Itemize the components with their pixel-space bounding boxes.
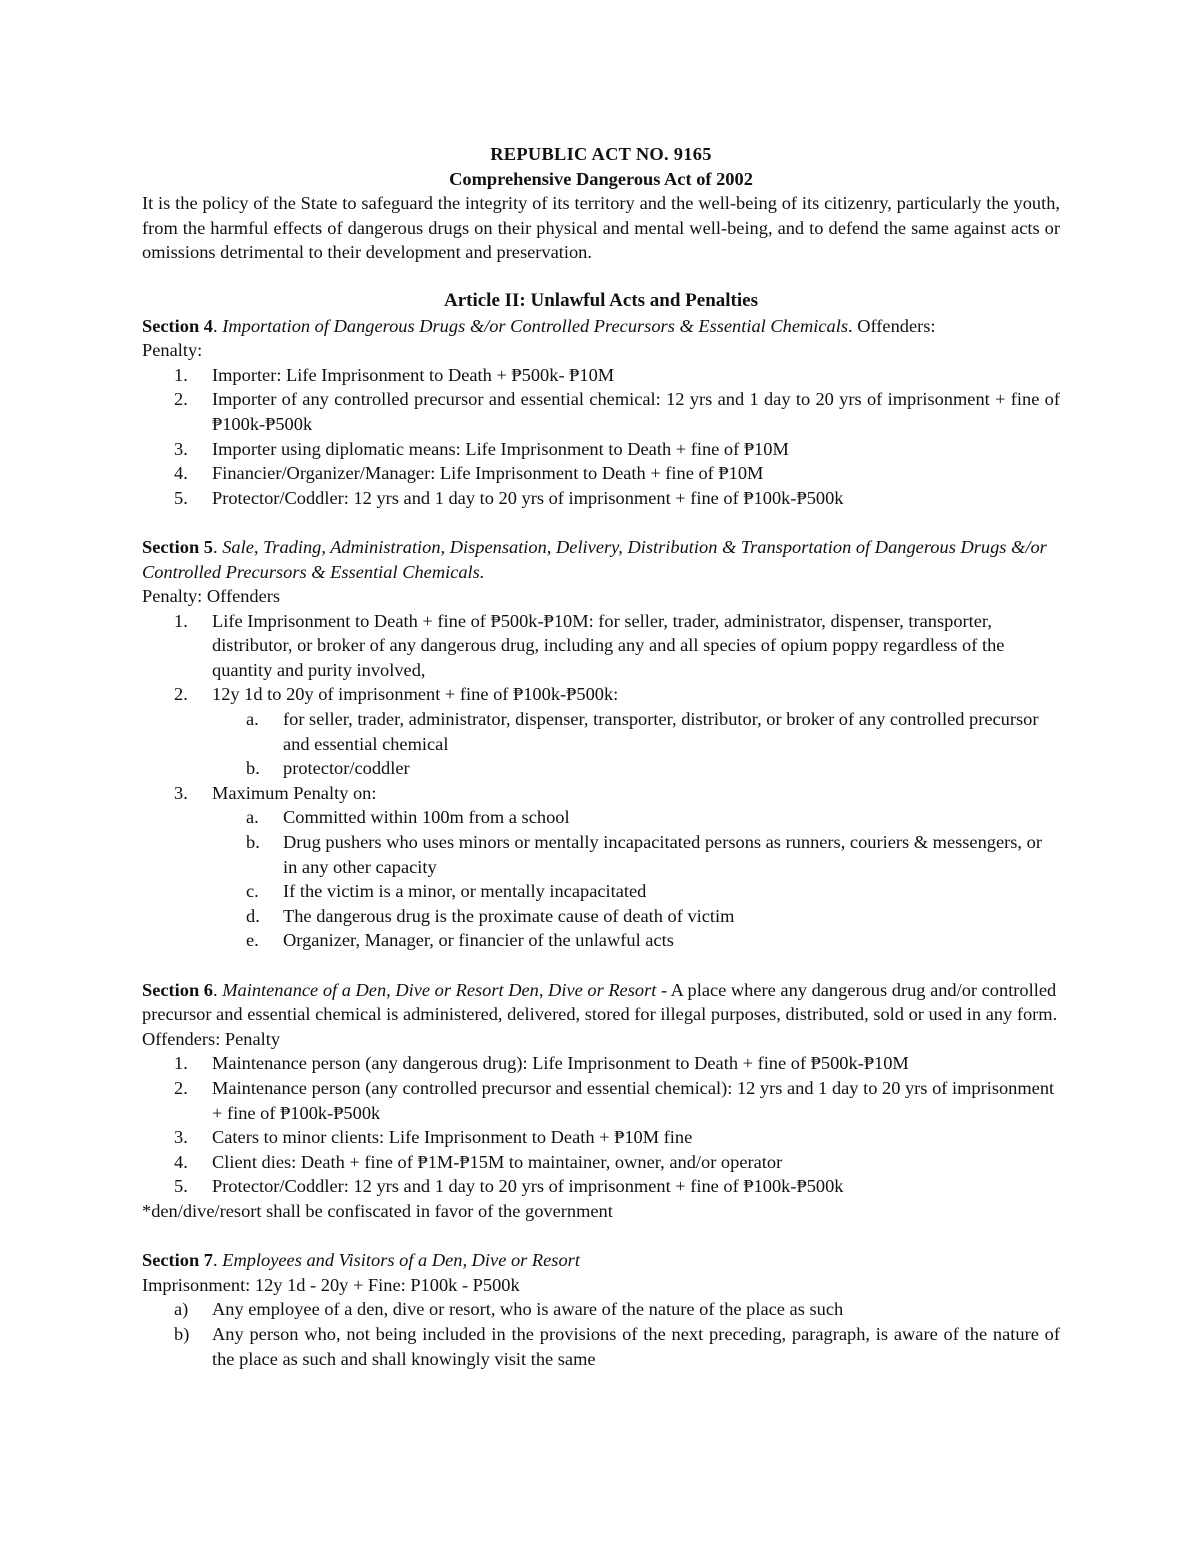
section-4-penalty: Penalty: bbox=[142, 340, 203, 361]
item-letter: e. bbox=[246, 930, 259, 951]
item-text: Importer: Life Imprisonment to Death + ₱500k- ₱10M bbox=[212, 364, 615, 385]
sub-list-item bbox=[142, 805, 1060, 830]
section-5-penalty: Penalty: Offenders bbox=[142, 586, 281, 607]
item-number: 1. bbox=[174, 610, 188, 631]
section-6-list bbox=[142, 1051, 1060, 1199]
section-6-note: *den/dive/resort shall be confiscated in favor of the government bbox=[142, 1200, 613, 1221]
item-text: Maintenance person (any controlled precursor and essential chemical): 12 yrs and 1 day to 20 yrs of imprisonment + fine of ₱100k-₱500k bbox=[212, 1077, 1055, 1123]
section-label: Section 5 bbox=[142, 536, 214, 557]
list-item bbox=[142, 1174, 1060, 1199]
item-letter: b. bbox=[246, 832, 260, 853]
item-number: 1. bbox=[174, 364, 188, 385]
section-description: - A place where any dangerous drug and/or controlled precursor and essential chemical is administered, delivered, stored for illegal purposes, distributed, sold or used in any form. bbox=[142, 979, 1058, 1025]
article-heading: Article II: Unlawful Acts and Penalties bbox=[443, 289, 758, 311]
list-item bbox=[142, 461, 1060, 486]
policy-paragraph: It is the policy of the State to safeguard the integrity of its territory and the well-being of its citizenry, particularly the youth, from the harmful effects of dangerous drugs on their physical and mental well-being, and to defend the same against acts or omissions detrimental to their development and preservation. bbox=[142, 193, 1060, 263]
document-content bbox=[142, 142, 1060, 1371]
list-item bbox=[142, 609, 1060, 683]
item-text: If the victim is a minor, or mentally incapacitated bbox=[283, 881, 647, 902]
list-item bbox=[142, 387, 1060, 436]
item-number: 5. bbox=[174, 1176, 188, 1197]
item-text: Importer using diplomatic means: Life Imprisonment to Death + fine of ₱10M bbox=[212, 438, 789, 459]
item-number: 3. bbox=[174, 438, 188, 459]
item-number: 5. bbox=[174, 487, 188, 508]
section-label: Section 7 bbox=[142, 1250, 214, 1271]
item-text: Organizer, Manager, or financier of the unlawful acts bbox=[283, 930, 674, 951]
item-letter: a) bbox=[174, 1299, 189, 1320]
section-5-list bbox=[142, 609, 1060, 953]
section-6-heading: Section 6. Maintenance of a Den, Dive or Resort Den, Dive or Resort - A place where any dangerous drug and/or controlled precursor and essential chemical is administered, delivered, stored for illegal purposes, distributed, sold or used in any form. bbox=[142, 979, 1058, 1025]
item-text: Client dies: Death + fine of ₱1M-₱15M to maintainer, owner, and/or operator bbox=[212, 1151, 783, 1172]
document-title: REPUBLIC ACT NO. 9165 bbox=[490, 144, 712, 164]
section-4-heading: Section 4. Importation of Dangerous Drugs &/or Controlled Precursors & Essential Chemicals. Offenders: bbox=[142, 315, 936, 336]
item-text: Protector/Coddler: 12 yrs and 1 day to 20 yrs of imprisonment + fine of ₱100k-₱500k bbox=[212, 487, 844, 508]
list-item bbox=[142, 1051, 1060, 1076]
section-4-list bbox=[142, 363, 1060, 511]
list-item bbox=[142, 1297, 1060, 1322]
item-text: for seller, trader, administrator, dispenser, transporter, distributor, or broker of any controlled precursor and essential chemical bbox=[283, 709, 1039, 754]
section-title: Importation of Dangerous Drugs &/or Controlled Precursors & Essential Chemicals bbox=[222, 315, 849, 336]
sub-list-item bbox=[142, 904, 1060, 929]
list-item bbox=[142, 781, 1060, 953]
item-letter: b) bbox=[174, 1323, 190, 1344]
item-letter: a. bbox=[246, 709, 259, 730]
section-label: Section 4 bbox=[142, 315, 214, 336]
section-title: Maintenance of a Den, Dive or Resort Den, Dive or Resort bbox=[222, 979, 657, 1000]
item-letter: c. bbox=[246, 881, 259, 902]
list-item bbox=[142, 682, 1060, 780]
item-number: 4. bbox=[174, 463, 188, 484]
item-text: Protector/Coddler: 12 yrs and 1 day to 20 yrs of imprisonment + fine of ₱100k-₱500k bbox=[212, 1176, 844, 1197]
item-number: 1. bbox=[174, 1053, 188, 1074]
section-6-penalty: Offenders: Penalty bbox=[142, 1028, 281, 1049]
sub-list-item bbox=[142, 707, 1060, 756]
list-item bbox=[142, 486, 1060, 511]
list-item bbox=[142, 363, 1060, 388]
list-item bbox=[142, 1322, 1060, 1371]
item-text: Life Imprisonment to Death + fine of ₱500k-₱10M: for seller, trader, administrator, dispenser, transporter, distributor, or broker of any dangerous drug, including any and all species of opium poppy regardless of the quantity and purity involved, bbox=[212, 610, 1005, 680]
section-title: Sale, Trading, Administration, Dispensation, Delivery, Distribution & Transportation of Dangerous Drugs &/or Controlled Precursors & Essential Chemicals. bbox=[142, 536, 1047, 582]
item-text: 12y 1d to 20y of imprisonment + fine of ₱100k-₱500k: bbox=[212, 684, 619, 705]
document-subtitle: Comprehensive Dangerous Act of 2002 bbox=[449, 168, 753, 189]
item-text: Importer of any controlled precursor and essential chemical: 12 yrs and 1 day to 20 yrs of imprisonment + fine of ₱100k-₱500k bbox=[212, 389, 1060, 434]
section-7-heading: Section 7. Employees and Visitors of a Den, Dive or Resort bbox=[142, 1250, 580, 1271]
section-title: Employees and Visitors of a Den, Dive or Resort bbox=[222, 1250, 580, 1271]
item-number: 3. bbox=[174, 782, 188, 803]
list-item bbox=[142, 1076, 1060, 1125]
sub-list bbox=[212, 707, 1060, 781]
item-text: Drug pushers who uses minors or mentally incapacitated persons as runners, couriers & messengers, or in any other capacity bbox=[283, 832, 1042, 877]
list-item bbox=[142, 1150, 1060, 1175]
item-text: Financier/Organizer/Manager: Life Imprisonment to Death + fine of ₱10M bbox=[212, 463, 764, 484]
section-label: Section 6 bbox=[142, 979, 214, 1000]
item-number: 2. bbox=[174, 1077, 188, 1098]
sub-list-item bbox=[142, 756, 1060, 781]
section-tail: Offenders: bbox=[857, 315, 936, 336]
item-number: 2. bbox=[174, 684, 188, 705]
item-number: 3. bbox=[174, 1127, 188, 1148]
item-letter: b. bbox=[246, 758, 260, 779]
item-text: Committed within 100m from a school bbox=[283, 807, 570, 828]
section-5-heading: Section 5. Sale, Trading, Administration, Dispensation, Delivery, Distribution & Transportation of Dangerous Drugs &/or Controlled Precursors & Essential Chemicals. bbox=[142, 536, 1047, 582]
item-text: protector/coddler bbox=[283, 758, 410, 779]
item-text: Maintenance person (any dangerous drug): Life Imprisonment to Death + fine of ₱500k-₱10M bbox=[212, 1053, 909, 1074]
item-letter: a. bbox=[246, 807, 259, 828]
sub-list-item bbox=[142, 830, 1060, 879]
item-text: Maximum Penalty on: bbox=[212, 782, 377, 803]
list-item bbox=[142, 437, 1060, 462]
item-number: 2. bbox=[174, 389, 188, 410]
sub-list-item bbox=[142, 879, 1060, 904]
item-text: Any person who, not being included in the provisions of the next preceding, paragraph, is aware of the nature of the place as such and shall knowingly visit the same bbox=[212, 1323, 1060, 1369]
sub-list-item bbox=[142, 928, 1060, 953]
item-text: Any employee of a den, dive or resort, who is aware of the nature of the place as such bbox=[212, 1299, 844, 1320]
section-7-list bbox=[142, 1297, 1060, 1371]
item-number: 4. bbox=[174, 1151, 188, 1172]
list-item bbox=[142, 1125, 1060, 1150]
item-letter: d. bbox=[246, 905, 260, 926]
item-text: Caters to minor clients: Life Imprisonment to Death + ₱10M fine bbox=[212, 1127, 693, 1148]
item-text: The dangerous drug is the proximate cause of death of victim bbox=[283, 905, 735, 926]
section-7-imprisonment: Imprisonment: 12y 1d - 20y + Fine: P100k - P500k bbox=[142, 1274, 520, 1295]
sub-list bbox=[212, 805, 1060, 953]
